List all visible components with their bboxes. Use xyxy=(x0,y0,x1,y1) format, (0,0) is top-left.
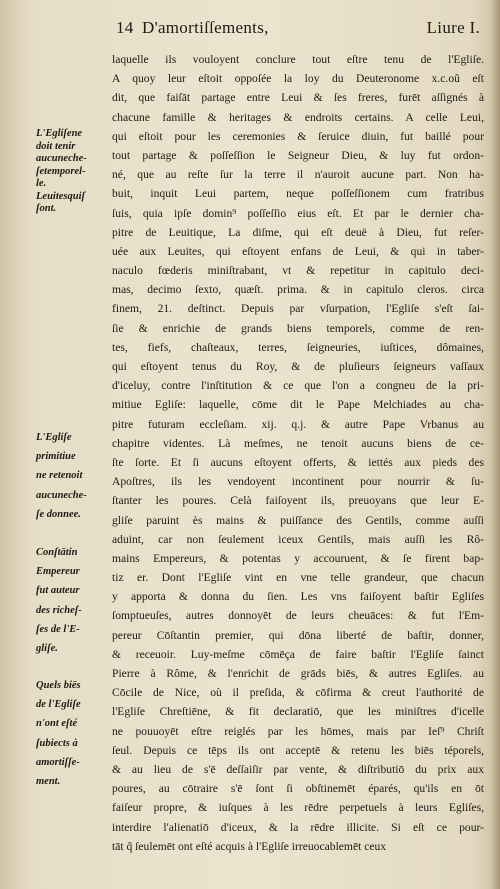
text-line: tiz er. Dont l'Egliſe vint en vne telle grandeur, que chacun xyxy=(112,571,484,585)
text-line: faiſeur propre, & iuſques à les rēdre perpetuels à leurs Egliſes, xyxy=(112,801,484,815)
margin-note-line: des richeſ- xyxy=(36,604,82,616)
text-line: ſomptueuſes, autres donnoyēt de leurs cheuāces: & fut l'Em- xyxy=(112,609,484,623)
text-line: tāt q̃ ſeulemēt ont eſté acquis à l'Egliſe irreuocablemēt ceux xyxy=(112,839,387,853)
margin-note-line: gliſe. xyxy=(36,642,58,654)
margin-note xyxy=(36,128,106,216)
book-label: Liure I. xyxy=(426,18,480,37)
margin-note-line: L'Egliſene xyxy=(36,128,83,139)
page-gutter-shadow xyxy=(490,0,500,889)
margin-note xyxy=(36,543,106,658)
running-header xyxy=(116,14,480,44)
text-line: A quoy leur eſtoit oppoſée la loy du Deuteronome x.c.oũ eſt xyxy=(112,72,484,86)
text-line: mains Empereurs, & potentas y accouruent, & ſe firent bap- xyxy=(112,551,484,565)
text-line: ſtanter les poures. Celà faiſoyent ils, preuoyans que leur E- xyxy=(112,494,484,508)
margin-note-line: primitiue xyxy=(36,451,76,463)
text-line: & au lieu de s'ē deſſaiſir par vente, & diſtributiō du prix aux xyxy=(112,762,484,776)
running-title: D'amortiſſements, xyxy=(142,18,269,37)
margin-note-line: ſe donnee. xyxy=(36,508,81,520)
margin-note-line: aucuneche- xyxy=(36,489,87,501)
text-line: mitiue Egliſe: laquelle, cōme dit le Pape Melchiades au cha- xyxy=(112,398,484,412)
margin-note-line: le. xyxy=(36,178,47,189)
text-line: pitre de Leuitique, La diſme, qui eſt deuë à Dieu, fut reſer- xyxy=(112,225,484,239)
text-line: pitre futuram eccleſiam. xij. q.j. & autre Pape Vrbanus au xyxy=(112,417,484,431)
page-number: 14 xyxy=(116,18,134,37)
text-line: tes, fiefs, chaſteaux, terres, ſeigneuries, iuſtices, dômaines, xyxy=(112,340,484,354)
text-line: gliſe paruint ès mains & puiſſance des Gentils, comme auſſi xyxy=(112,513,484,527)
margin-note-line: ne retenoit xyxy=(36,470,83,482)
text-line: chapitre videntes. Là meſmes, ne tenoit aucuns biens de ce- xyxy=(112,436,484,450)
text-line: d'iceluy, contre l'inſtitution & ce que l'on a congneu de la pri- xyxy=(112,379,484,393)
margin-note-line: fut auteur xyxy=(36,585,80,597)
body-text xyxy=(112,50,484,856)
text-line: pereur Cōſtantin premier, qui dōna liberté de baſtir, donner, xyxy=(112,628,484,642)
text-line: tout partage & poſſeſſion le Seigneur Dieu, & luy fut ordon- xyxy=(112,148,484,162)
text-line: naculo fœderis miniſtrabant, vt & repetitur in capitulo deci- xyxy=(112,264,484,278)
text-line: poures, au cōtraire s'ē ſont ſi obſtinemēt éparés, qu'ils en ōt xyxy=(112,782,484,796)
text-line: ſte ſorte. Et ſi aucuns eſtoyent offerts, & iettés aux pieds des xyxy=(112,455,484,469)
text-line: qui eſtoit pour les ceremonies & ſeruice diuin, fut baillé pour xyxy=(112,129,484,143)
text-line: Apoſtres, ils les vendoyent incontinent pour nourrir & ſu- xyxy=(112,475,484,489)
text-line: finem, 21. deſtinct. Depuis par vſurpation, l'Egliſe s'eſt ſai- xyxy=(112,302,484,316)
text-line: dit, que faiſāt partage entre Leui & ſes freres, furēt aſſignés à xyxy=(112,91,484,105)
margin-note-line: Empereur xyxy=(36,566,80,578)
text-line: qui eſtoyent tenus du Roy, & de pluſieurs ſeigneurs vaſſaux xyxy=(112,360,484,373)
margin-note-line: ment. xyxy=(36,775,61,787)
text-line: buit, inquit Leui partem, neque poſſeſſionem cum fratribus xyxy=(112,187,484,201)
text-line: chacune famille & heritages & endroits certains. A celle Leui, xyxy=(112,110,484,124)
margin-note xyxy=(36,428,106,524)
text-line: Cōcile de Nice, où il preſida, & cōfirma & creut l'authorité de xyxy=(112,686,484,700)
margin-note-line: n'ont eſté xyxy=(36,718,78,730)
text-line: l'Egliſe Chreſtiēne, & fit declaratiō, que les miniſtres d'icelle xyxy=(112,705,484,719)
margin-note-line: amortiſſe- xyxy=(36,756,80,768)
text-line: né, que au reſte ſur la terre il n'auroit aucune part. Non ha- xyxy=(112,168,484,182)
margin-note-line: Leuitesquiſ xyxy=(36,190,85,202)
margin-note-line: doit tenir xyxy=(36,140,76,152)
margin-note-line: L'Egliſe xyxy=(36,432,72,443)
margin-note-line: aucuneche- xyxy=(36,153,87,164)
margin-note-line: ſes de l'E- xyxy=(36,623,80,635)
margin-note xyxy=(36,676,106,791)
text-line: ne pouuoyēt eſtre reiglés par les hōmes, mais par Ieſ⁹ Chriſt xyxy=(112,724,484,738)
text-line: ſie & enrichie de grands biens temporels, comme de ren- xyxy=(112,321,484,335)
margin-note-line: Conſtātin xyxy=(36,547,78,558)
margin-note-line: Quels biēs xyxy=(36,680,81,691)
text-line: y apporta & donna du ſien. Les vns faiſoyent baſtir Egliſes xyxy=(112,590,484,604)
margin-note-line: ſont. xyxy=(36,203,57,214)
text-line: mas, decimo ſexto, quæſt. prima. & in capitulo cleros. circa xyxy=(112,283,484,297)
margin-note-line: de l'Egliſe xyxy=(36,699,81,711)
text-line: ſuis, quia ipſe domin⁹ poſſeſſio eius eſt. Et par le dernier cha- xyxy=(112,206,484,220)
margin-note-line: ſubiects à xyxy=(36,737,78,749)
text-line: uée aux Leuites, qui eſtoyent enfans de Leui, & qui in taber- xyxy=(112,244,484,258)
margin-note-line: ſetemporel- xyxy=(36,165,86,177)
text-line: Pierre à Rôme, & l'enrichit de grāds biēs, & autres Egliſes. au xyxy=(112,667,484,680)
text-line: ſeul. Depuis ce tēps ils ont acceptē & retenu les biēs téporels, xyxy=(112,743,484,757)
text-line: & receuoir. Luy-meſme cōmēça de faire baſtir l'Egliſe ſainct xyxy=(112,647,484,661)
text-line: interdire l'alienatiō d'iceux, & la rēdre illicite. Si eſt ce pour- xyxy=(112,820,484,834)
text-line: aduint, car non ſeulement iceux Gentils, mais auſſi les Rô- xyxy=(112,532,484,546)
text-line: laquelle ils vouloyent conclure tout eſtre tenu de l'Egliſe. xyxy=(112,53,484,66)
